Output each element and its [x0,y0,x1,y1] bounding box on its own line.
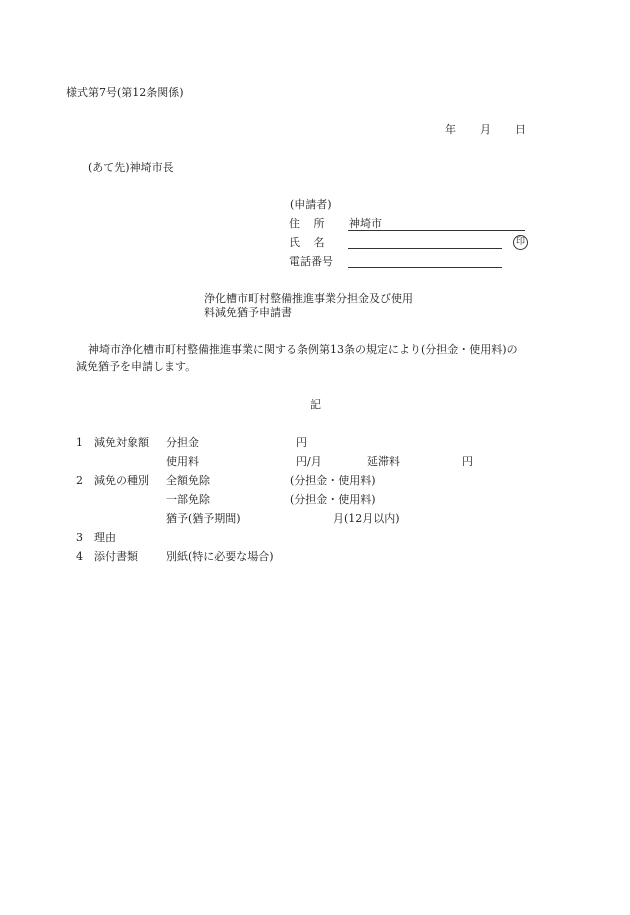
body-text-line1: 神埼市浄化槽市町村整備推進事業に関する条例第13条の規定により(分担金・使用料)の [88,343,518,356]
applicant-label: (申請者) [290,198,332,211]
seal-mark: 印 [513,235,528,250]
item2-label: 減免の種別 [94,474,149,487]
item4-number: 4 [76,550,83,563]
addressee: (あて先)神埼市長 [88,161,174,174]
item2-number: 2 [76,474,83,487]
date-month-label: 月 [480,123,491,136]
form-number: 様式第7号(第12条関係) [66,86,184,99]
address-underline [348,230,525,231]
item2-partial-exemption: 一部免除 [166,493,210,506]
address-prefix: 神埼市 [349,217,382,230]
item4-value: 別紙(特に必要な場合) [166,550,274,563]
item2-deferral: 猶予(猶予期間) [166,512,241,525]
item1-late-fee-unit: 円 [462,455,473,468]
item2-deferral-unit: 月(12月以内) [333,512,400,525]
document-title-line2: 料減免猶予申請書 [204,306,292,319]
name-underline [348,248,502,249]
item3-number: 3 [76,531,83,544]
date-day-label: 日 [515,123,526,136]
item2-full-exemption: 全額免除 [166,474,210,487]
phone-underline [348,267,502,268]
date-year-label: 年 [445,123,456,136]
item1-share-label: 分担金 [166,436,199,449]
item1-usage-unit: 円/月 [296,455,322,468]
item2-full-exemption-scope: (分担金・使用料) [290,474,376,487]
body-text-line2: 減免猶予を申請します。 [76,360,197,373]
note-heading: 記 [310,398,321,411]
item1-share-unit: 円 [296,436,307,449]
item1-late-fee-label: 延滞料 [367,455,400,468]
item4-label: 添付書類 [94,550,138,563]
item2-partial-exemption-scope: (分担金・使用料) [290,493,376,506]
name-label: 氏 名 [289,236,325,249]
item3-label: 理由 [94,531,116,544]
item1-usage-label: 使用料 [166,455,199,468]
item1-number: 1 [76,436,83,449]
item1-label: 減免対象額 [94,436,149,449]
phone-label: 電話番号 [289,255,333,268]
document-title-line1: 浄化槽市町村整備推進事業分担金及び使用 [204,292,413,305]
address-label: 住 所 [289,217,325,230]
